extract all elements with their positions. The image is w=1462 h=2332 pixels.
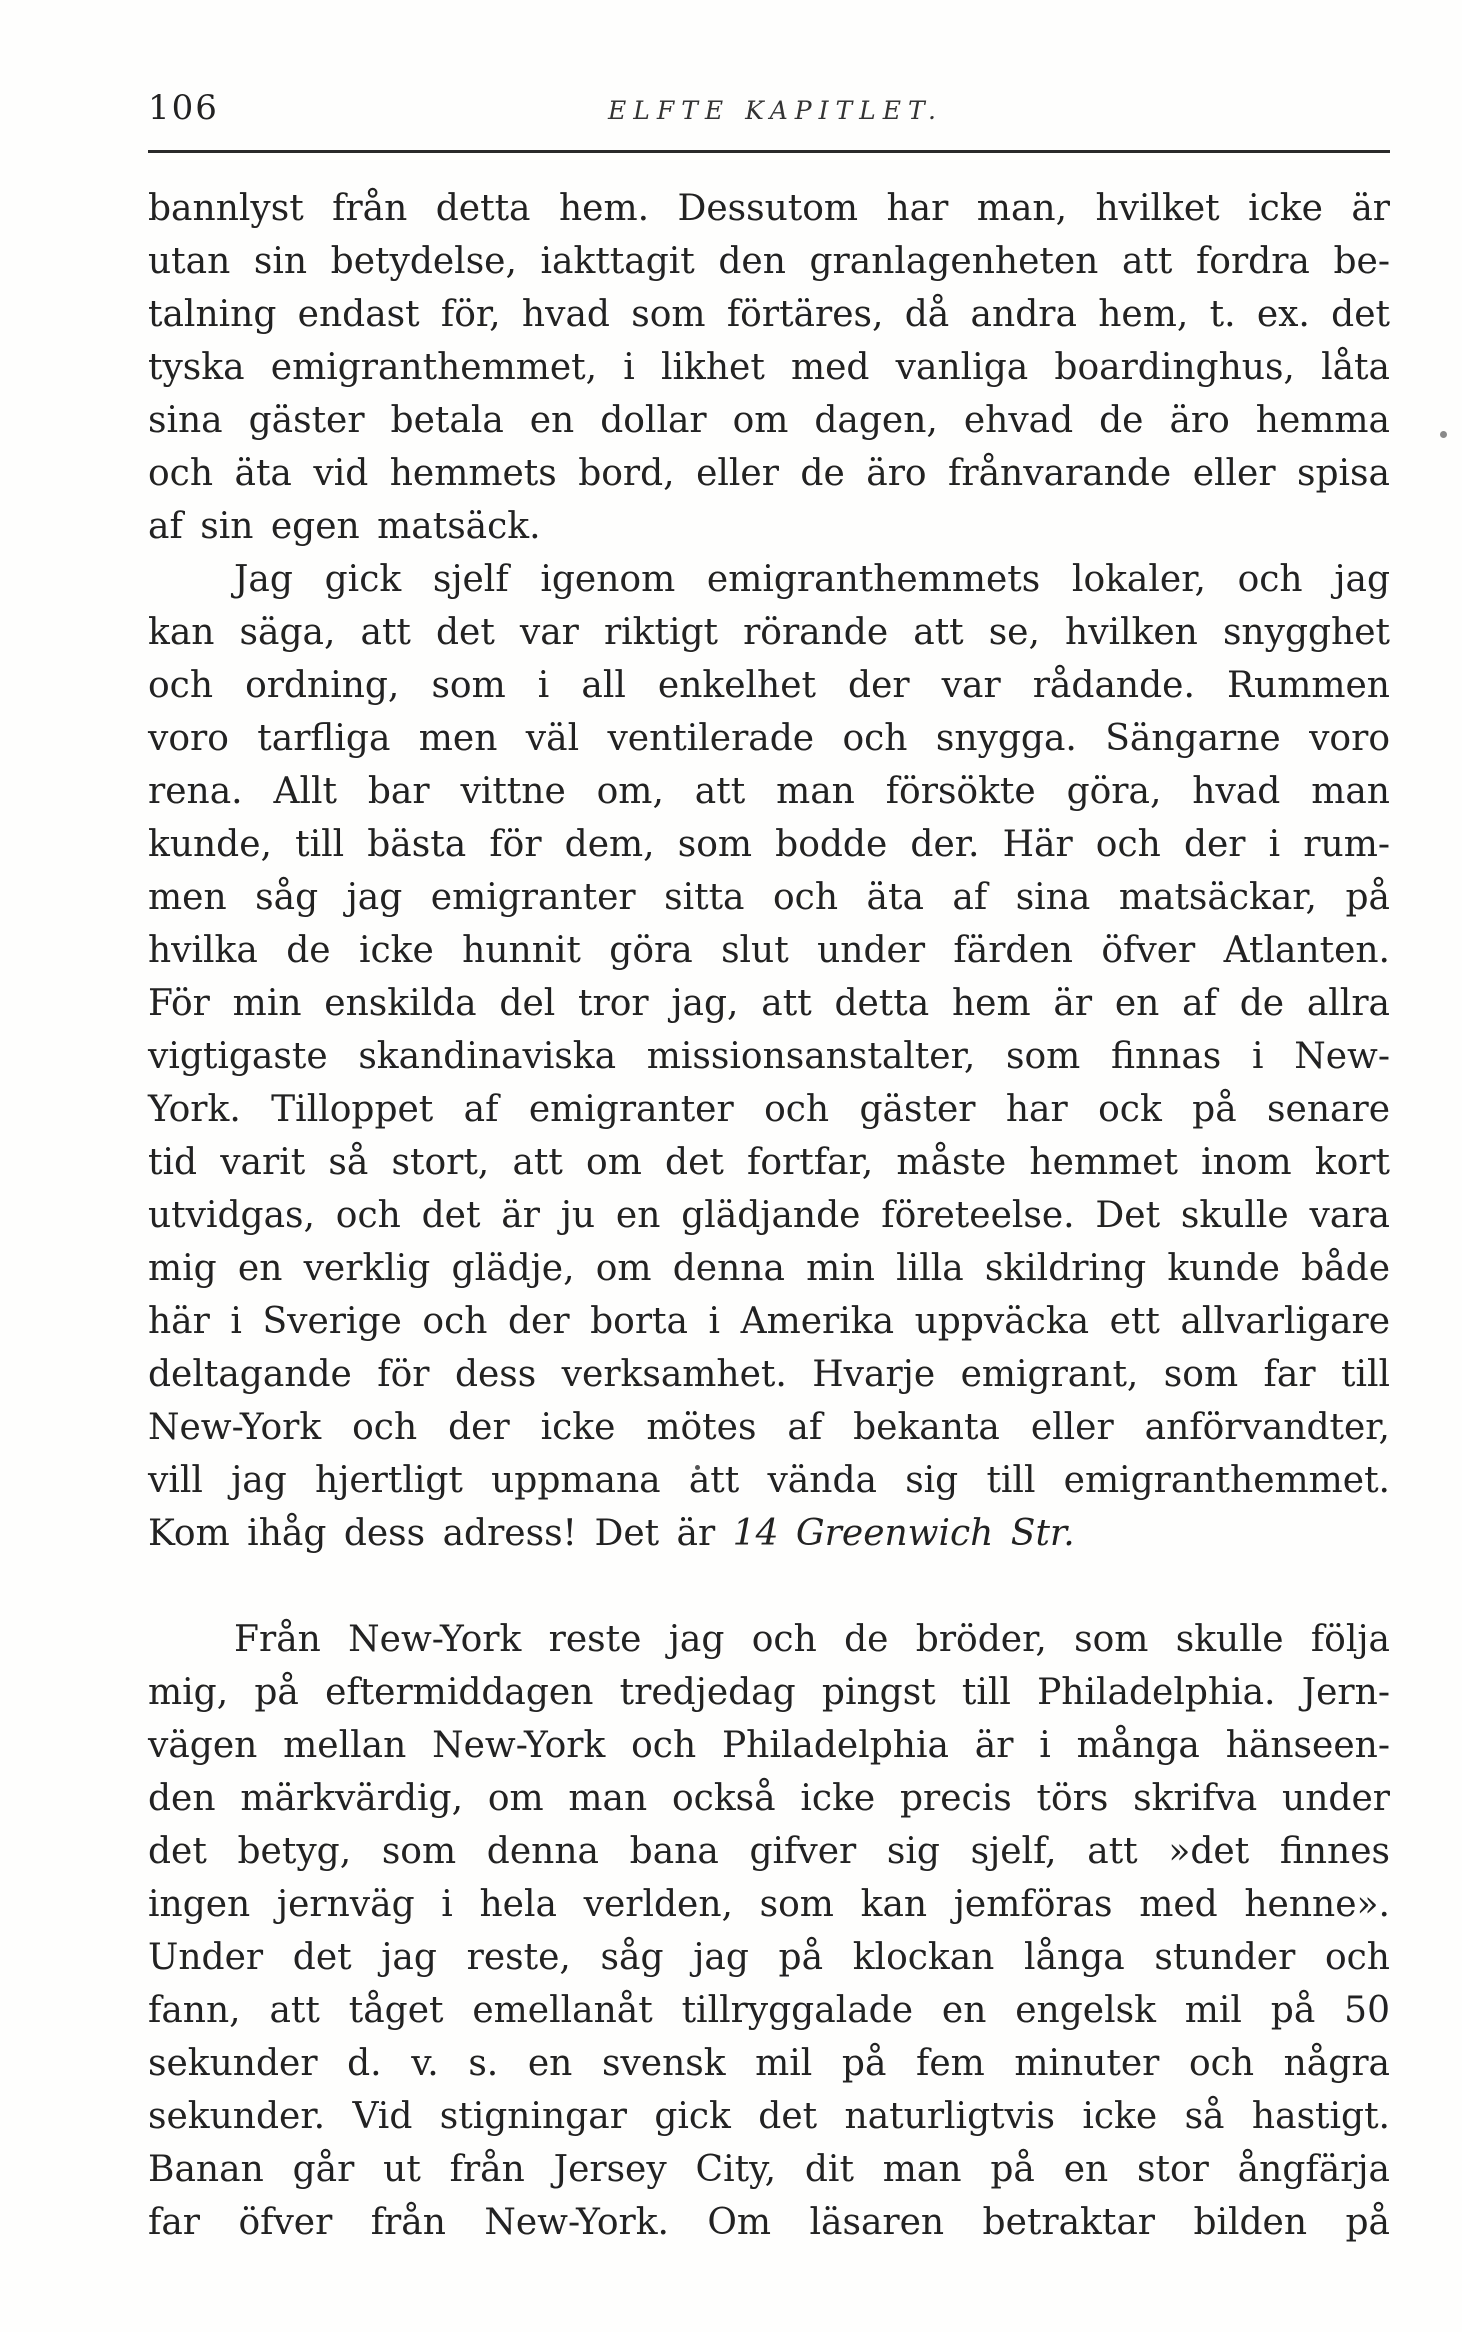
text-line: mig, på eftermiddagen tredjedag pingst till Philadelphia. Jern- [148, 1672, 1390, 1713]
paragraph-1 [148, 182, 1390, 553]
text-line: Banan går ut från Jersey City, dit man på en stor ångfärja [148, 2149, 1390, 2190]
text-line: bannlyst från detta hem. Dessutom har man, hvilket icke är [148, 188, 1390, 229]
text-line: talning endast för, hvad som förtäres, då andra hem, t. ex. det [148, 294, 1390, 335]
text-line: tid varit så stort, att om det fortfar, måste hemmet inom kort [148, 1142, 1390, 1183]
text-line: Under det jag reste, såg jag på klockan långa stunder och [148, 1937, 1390, 1978]
text-line: fann, att tåget emellanåt tillryggalade en engelsk mil på 50 [148, 1990, 1390, 2031]
paragraph-3 [148, 1613, 1390, 2249]
paragraph-2 [148, 553, 1390, 1560]
text-line: deltagande för dess verksamhet. Hvarje emigrant, som far till [148, 1354, 1390, 1395]
text-line: Från New-York reste jag och de bröder, som skulle följa [234, 1619, 1390, 1660]
section-gap [148, 1560, 1390, 1613]
text-line: York. Tilloppet af emigranter och gäster har ock på senare [148, 1089, 1390, 1130]
header-rule [148, 150, 1390, 153]
text-line: voro tarfliga men väl ventilerade och snygga. Sängarne voro [148, 718, 1390, 759]
text-line: sekunder. Vid stigningar gick det naturligtvis icke så hastigt. [148, 2096, 1390, 2137]
body-text [148, 182, 1390, 2249]
page-number: 106 [148, 88, 219, 128]
text-line: utvidgas, och det är ju en glädjande företeelse. Det skulle vara [148, 1195, 1390, 1236]
text-line: rena. Allt bar vittne om, att man försökte göra, hvad man [148, 771, 1390, 812]
address-intro: Kom ihåg dess adress! Det är [148, 1513, 716, 1554]
text-line: Jag gick sjelf igenom emigranthemmets lokaler, och jag [234, 559, 1390, 600]
text-line: och äta vid hemmets bord, eller de äro frånvarande eller spisa [148, 453, 1390, 494]
text-line: vill jag hjertligt uppmana att vända sig till emigranthemmet. [148, 1460, 1390, 1501]
text-line: sekunder d. v. s. en svensk mil på fem minuter och några [148, 2043, 1390, 2084]
margin-mark [1440, 431, 1447, 438]
text-line: af sin egen matsäck. [148, 506, 541, 547]
text-line: vigtigaste skandinaviska missionsanstalter, som finnas i New- [148, 1036, 1390, 1077]
text-line: För min enskilda del tror jag, att detta hem är en af de allra [148, 983, 1390, 1024]
text-line: och ordning, som i all enkelhet der var rådande. Rummen [148, 665, 1390, 706]
running-head: ELFTE KAPITLET. [608, 96, 943, 125]
text-line: kan säga, att det var riktigt rörande att se, hvilken snygghet [148, 612, 1390, 653]
page-header [148, 88, 1390, 138]
text-line: hvilka de icke hunnit göra slut under färden öfver Atlanten. [148, 930, 1390, 971]
text-line: tyska emigranthemmet, i likhet med vanliga boardinghus, låta [148, 347, 1390, 388]
text-line: mig en verklig glädje, om denna min lilla skildring kunde både [148, 1248, 1390, 1289]
text-line: New-York och der icke mötes af bekanta eller anförvandter, [148, 1407, 1390, 1448]
text-line: ingen jernväg i hela verlden, som kan jemföras med henne». [148, 1884, 1390, 1925]
text-line: utan sin betydelse, iakttagit den granlagenheten att fordra be- [148, 241, 1390, 282]
street-address: 14 Greenwich Str. [732, 1513, 1075, 1554]
text-line: den märkvärdig, om man också icke precis törs skrifva under [148, 1778, 1390, 1819]
text-line: vägen mellan New-York och Philadelphia är i många hänseen- [148, 1725, 1390, 1766]
text-line-address [148, 1507, 1390, 1560]
text-line: det betyg, som denna bana gifver sig sjelf, att »det finnes [148, 1831, 1390, 1872]
text-line: kunde, till bästa för dem, som bodde der. Här och der i rum- [148, 824, 1390, 865]
text-line: far öfver från New-York. Om läsaren betraktar bilden på [148, 2202, 1390, 2243]
text-line: men såg jag emigranter sitta och äta af sina matsäckar, på [148, 877, 1390, 918]
text-line: sina gäster betala en dollar om dagen, ehvad de äro hemma [148, 400, 1390, 441]
text-line: här i Sverige och der borta i Amerika uppväcka ett allvarligare [148, 1301, 1390, 1342]
